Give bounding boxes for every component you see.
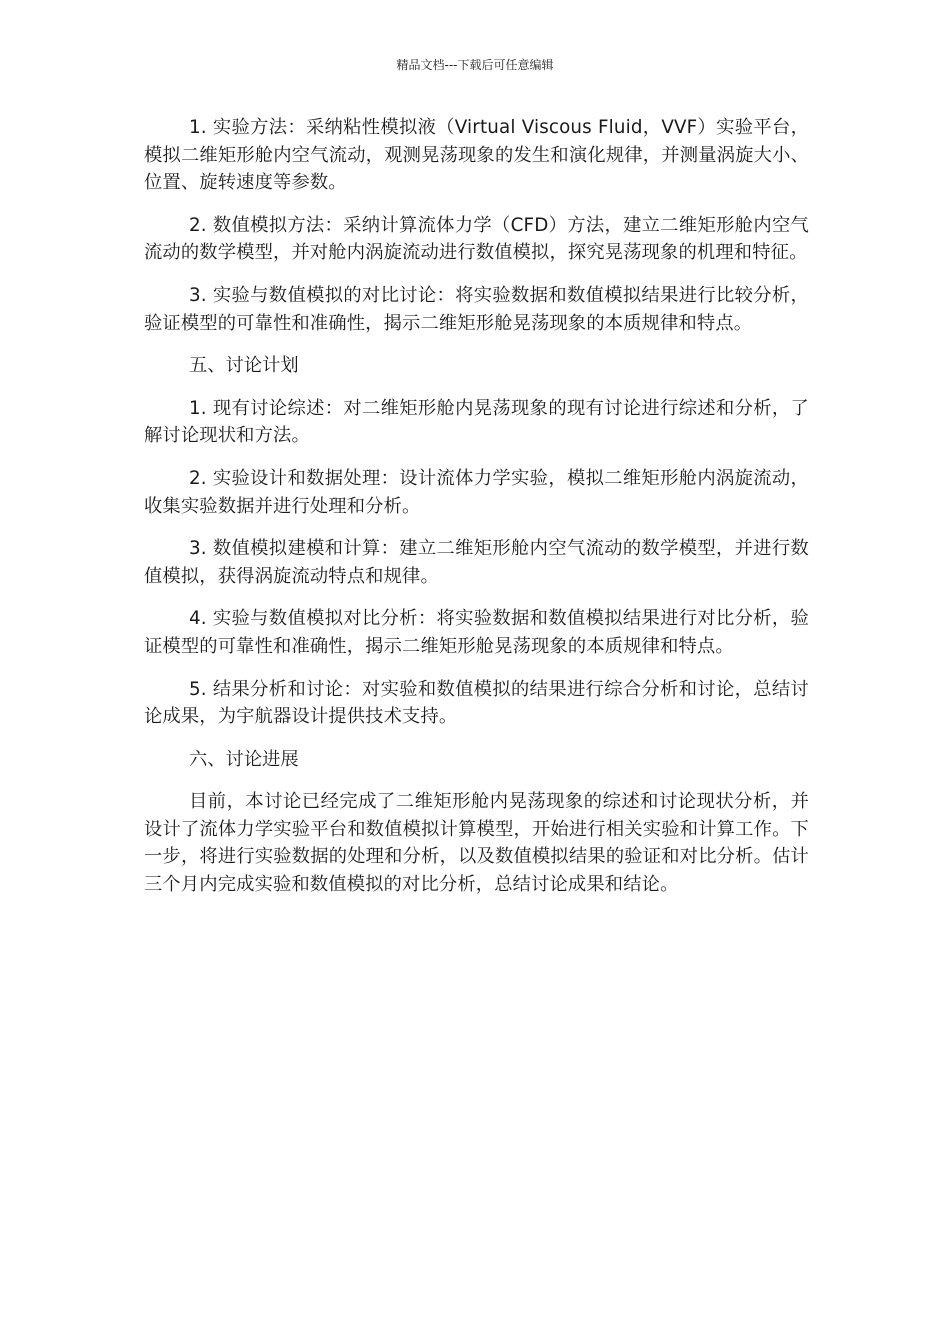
plan-item-5-paragraph: 5. 结果分析和讨论：对实验和数值模拟的结果进行综合分析和讨论，总结讨论成果，为宇航器设计提供技术支持。 xyxy=(144,678,809,728)
method-simulation-paragraph: 2. 数值模拟方法：采纳计算流体力学（CFD）方法，建立二维矩形舱内空气流动的数学模型，并对舱内涡旋流动进行数值模拟，探究晃荡现象的机理和特征。 xyxy=(144,214,809,264)
document-body xyxy=(144,114,809,914)
plan-item-3-paragraph: 3. 数值模拟建模和计算：建立二维矩形舱内空气流动的数学模型，并进行数值模拟，获得涡旋流动特点和规律。 xyxy=(144,538,809,587)
plan-item-2-paragraph: 2. 实验设计和数据处理：设计流体力学实验，模拟二维矩形舱内涡旋流动，收集实验数据并进行处理和分析。 xyxy=(144,467,809,517)
progress-paragraph: 目前，本讨论已经完成了二维矩形舱内晃荡现象的综述和讨论现状分析，并设计了流体力学实验平台和数值模拟计算模型，开始进行相关实验和计算工作。下一步，将进行实验数据的处理和分析，以及数值模拟结果的验证和对比分析。估计三个月内完成实验和数值模拟的对比分析，总结讨论成果和结论。 xyxy=(144,791,809,896)
plan-item-1-paragraph: 1. 现有讨论综述：对二维矩形舱内晃荡现象的现有讨论进行综述和分析，了解讨论现状和方法。 xyxy=(144,397,809,447)
method-comparison-paragraph: 3. 实验与数值模拟的对比讨论：将实验数据和数值模拟结果进行比较分析，验证模型的可靠性和准确性，揭示二维矩形舱晃荡现象的本质规律和特点。 xyxy=(144,284,809,334)
section-heading-plan: 五、讨论计划 xyxy=(189,355,299,377)
page-header: 精品文档---下载后可任意编辑 xyxy=(396,58,554,72)
section-heading-progress: 六、讨论进展 xyxy=(189,748,299,770)
method-experiment-paragraph: 1. 实验方法：采纳粘性模拟液（Virtual Viscous Fluid，VVF）实验平台，模拟二维矩形舱内空气流动，观测晃荡现象的发生和演化规律，并测量涡旋大小、位置、旋转速度等参数。 xyxy=(144,117,809,194)
plan-item-4-paragraph: 4. 实验与数值模拟对比分析：将实验数据和数值模拟结果进行对比分析，验证模型的可靠性和准确性，揭示二维矩形舱晃荡现象的本质规律和特点。 xyxy=(144,608,809,657)
